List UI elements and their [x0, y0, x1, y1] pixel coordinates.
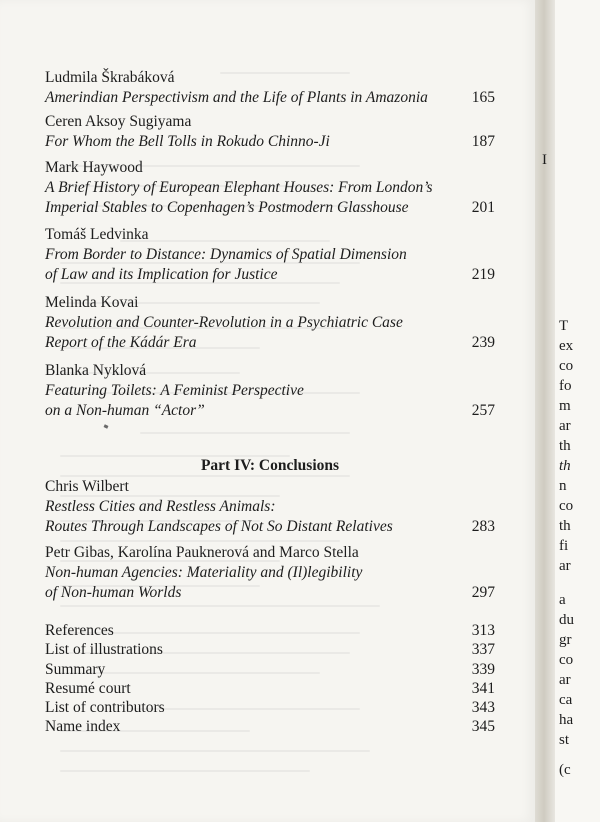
page-fragment: m [559, 398, 571, 414]
entry-author: Chris Wilbert [45, 478, 129, 495]
entry-page-number: 219 [471, 266, 495, 283]
page-fragment: co [559, 652, 574, 668]
back-matter-page: 345 [471, 718, 495, 736]
back-matter-list [45, 621, 495, 737]
entry-author: Petr Gibas, Karolína Pauknerová and Marco Stella [45, 544, 359, 561]
entry-page-number: 283 [471, 518, 495, 535]
entry-title-line: From Border to Distance: Dynamics of Spatial Dimension [45, 246, 407, 263]
entry-title-line: Revolution and Counter-Revolution in a Psychiatric Case [45, 314, 403, 331]
entry-title-line: Restless Cities and Restless Animals: [45, 498, 276, 515]
entry-title-line: on a Non-human “Actor” 257 [45, 402, 495, 419]
book-gutter [535, 0, 555, 822]
page-fragment: fo [559, 378, 572, 394]
part-heading: Part IV: Conclusions [200, 457, 340, 474]
entry-title-line: Amerindian Perspectivism and the Life of Plants in Amazonia 165 [45, 89, 495, 106]
entry-author: Mark Haywood [45, 159, 143, 176]
entry-page-number: 187 [471, 133, 495, 150]
entry-page-number: 165 [471, 89, 495, 106]
page-fragment: I [542, 152, 547, 168]
entry-title-line: of Law and its Implication for Justice 219 [45, 266, 495, 283]
entry-page-number: 257 [471, 402, 495, 419]
entry-author: Tomáš Ledvinka [45, 226, 149, 243]
table-of-contents [45, 0, 495, 822]
page-fragment: th [559, 438, 571, 454]
page-fragment: T [559, 318, 569, 334]
entry-author: Ludmila Škrabáková [45, 69, 175, 86]
entry-page-number: 239 [471, 334, 495, 351]
entry-title-line: Imperial Stables to Copenhagen’s Postmodern Glasshouse 201 [45, 199, 495, 216]
page-fragment: th [559, 518, 571, 534]
toc-entry[interactable] [45, 68, 495, 108]
page-fragment: ar [559, 558, 571, 574]
page-fragment: co [559, 358, 574, 374]
entry-page-number: 201 [471, 199, 495, 216]
entry-title-line: A Brief History of European Elephant Houses: From London’s [45, 179, 433, 196]
back-matter-page: 343 [471, 699, 495, 717]
page-fragment: ha [559, 712, 574, 728]
back-matter-item[interactable]: Summary 339 [45, 660, 495, 678]
page-fragment: ex [559, 338, 574, 354]
book-page-right-edge [542, 0, 600, 822]
page-fragment: st [559, 732, 570, 748]
back-matter-item[interactable]: Resumé court 341 [45, 679, 495, 697]
back-matter-page: 313 [471, 622, 495, 639]
entry-title-line: Report of the Kádár Era 239 [45, 334, 495, 351]
entry-author: Blanka Nyklová [45, 362, 147, 379]
toc-entry[interactable] [45, 361, 495, 421]
entry-page-number: 297 [471, 584, 495, 601]
toc-entry[interactable] [45, 543, 495, 603]
entry-title-line: Routes Through Landscapes of Not So Distant Relatives 283 [45, 518, 495, 535]
page-fragment: du [559, 612, 574, 628]
page-fragment: ca [559, 692, 573, 708]
page-fragment: a [559, 592, 566, 608]
page-fragment: ar [559, 418, 571, 434]
page-fragment: ar [559, 672, 571, 688]
page-fragment: gr [559, 632, 572, 648]
entry-title-line: Featuring Toilets: A Feminist Perspective [45, 382, 304, 399]
toc-entry[interactable] [45, 158, 495, 218]
entry-title-line: For Whom the Bell Tolls in Rokudo Chinno-Ji 187 [45, 133, 495, 150]
page-fragment: fi [559, 538, 569, 554]
page-fragment: (c [559, 762, 571, 778]
back-matter-item[interactable]: References 313 [45, 622, 495, 639]
entry-title-line: Non-human Agencies: Materiality and (Il)legibility [45, 564, 363, 581]
toc-entry[interactable] [45, 293, 495, 353]
back-matter-page: 339 [471, 660, 495, 678]
back-matter-item[interactable]: Name index 345 [45, 718, 495, 736]
back-matter-item[interactable]: List of contributors 343 [45, 699, 495, 717]
back-matter-page: 341 [471, 679, 495, 697]
toc-entry[interactable] [45, 477, 495, 537]
page-fragment: co [559, 498, 574, 514]
back-matter-item[interactable]: List of illustrations 337 [45, 641, 495, 659]
back-matter-page: 337 [471, 641, 495, 659]
entry-author: Ceren Aksoy Sugiyama [45, 113, 192, 130]
toc-entry[interactable] [45, 112, 495, 152]
toc-entry[interactable] [45, 225, 495, 285]
entry-title-line: of Non-human Worlds 297 [45, 584, 495, 601]
entry-author: Melinda Kovai [45, 294, 139, 311]
page-fragment: th [559, 458, 571, 474]
page-fragment: n [559, 478, 567, 494]
